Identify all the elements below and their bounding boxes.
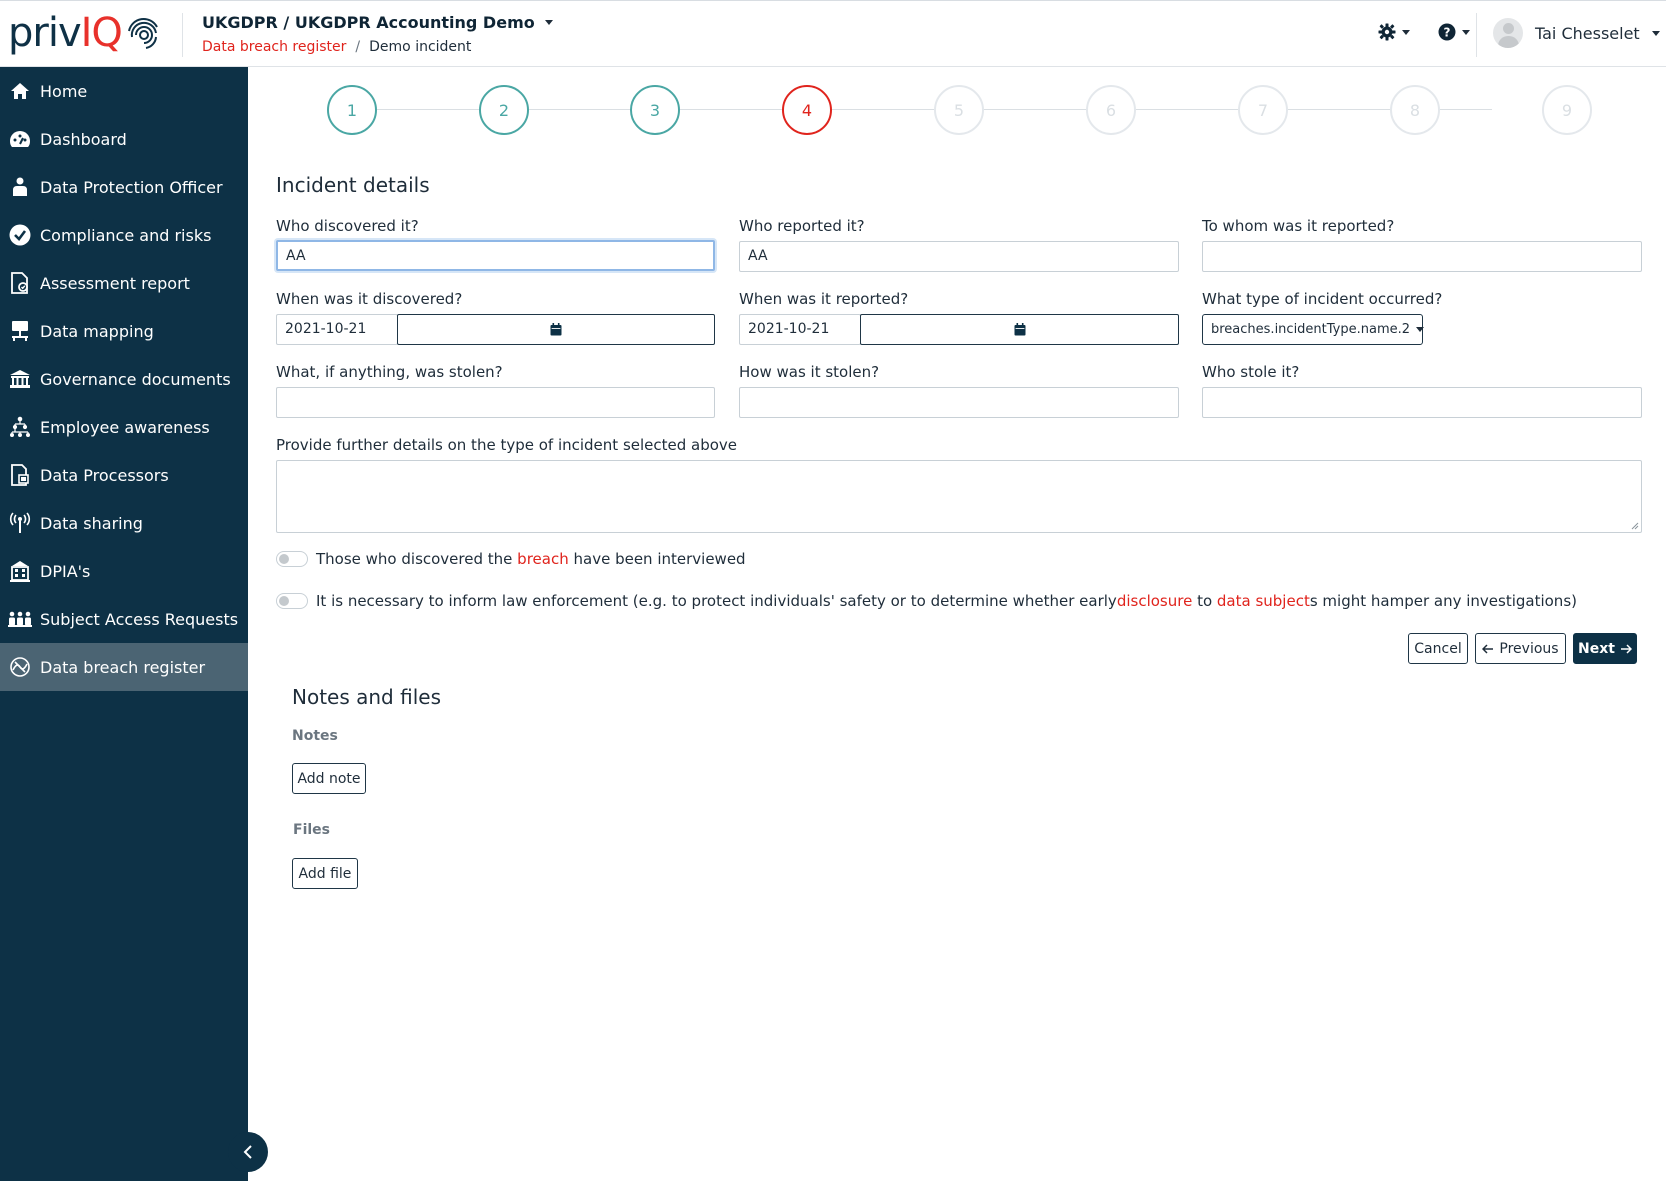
toggle-label-text: It is necessary to inform law enforcement (e.g. to protect individuals' safety or to determine whether early bbox=[316, 592, 1117, 610]
law-enforcement-toggle-row bbox=[276, 592, 1577, 610]
sidebar-item-compliance-and-risks[interactable] bbox=[0, 211, 248, 259]
sidebar-item-label: DPIA's bbox=[40, 561, 91, 581]
breadcrumb-current: Demo incident bbox=[369, 39, 472, 55]
button-label: Add file bbox=[298, 865, 352, 882]
institution-icon bbox=[8, 367, 32, 391]
question-circle-icon bbox=[1438, 23, 1456, 41]
settings-menu-button[interactable] bbox=[1378, 23, 1410, 41]
chevron-down-icon bbox=[1462, 30, 1470, 35]
svg-text:?: ? bbox=[1443, 25, 1451, 40]
step-number: 2 bbox=[498, 100, 510, 120]
sidebar-item-label: Subject Access Requests bbox=[40, 609, 239, 629]
date-picker-button[interactable] bbox=[397, 314, 715, 345]
incident-type-select[interactable] bbox=[1202, 314, 1423, 345]
step-4[interactable] bbox=[782, 85, 832, 135]
organisation-selector[interactable] bbox=[202, 13, 553, 32]
section-title: Incident details bbox=[276, 173, 430, 197]
step-number: 9 bbox=[1561, 100, 1573, 120]
step-2[interactable] bbox=[479, 85, 529, 135]
sidebar-item-label: Data breach register bbox=[40, 657, 206, 677]
chevron-down-icon bbox=[545, 20, 553, 25]
chevron-down-icon bbox=[1402, 30, 1410, 35]
who-stole-label: Who stole it? bbox=[1202, 363, 1300, 381]
step-3[interactable] bbox=[630, 85, 680, 135]
main-content bbox=[248, 67, 1666, 1181]
step-9[interactable] bbox=[1542, 85, 1592, 135]
sidebar-item-data-protection-officer[interactable] bbox=[0, 163, 248, 211]
incident-type-label: What type of incident occurred? bbox=[1202, 290, 1443, 308]
chevron-down-icon bbox=[1416, 327, 1424, 332]
dashboard-icon bbox=[8, 127, 32, 151]
files-heading: Files bbox=[293, 822, 330, 838]
previous-button[interactable] bbox=[1475, 633, 1566, 664]
next-button[interactable] bbox=[1573, 633, 1637, 664]
step-number: 7 bbox=[1257, 100, 1269, 120]
data-mapping-icon bbox=[8, 319, 32, 343]
step-7[interactable] bbox=[1238, 85, 1288, 135]
step-number: 3 bbox=[649, 100, 661, 120]
step-5[interactable] bbox=[934, 85, 984, 135]
sidebar-item-data-processors[interactable] bbox=[0, 451, 248, 499]
organisation-title: UKGDPR / UKGDPR Accounting Demo bbox=[202, 13, 535, 32]
sidebar-item-dpias[interactable] bbox=[0, 547, 248, 595]
step-number: 8 bbox=[1409, 100, 1421, 120]
calendar-icon bbox=[550, 323, 562, 336]
glossary-term-link[interactable]: disclosure bbox=[1116, 592, 1193, 610]
people-icon bbox=[8, 607, 32, 631]
sidebar-item-label: Governance documents bbox=[40, 369, 231, 389]
sidebar-item-dashboard[interactable] bbox=[0, 115, 248, 163]
what-stolen-input[interactable] bbox=[276, 387, 715, 418]
processor-icon bbox=[8, 463, 32, 487]
step-number: 6 bbox=[1105, 100, 1117, 120]
sidebar-item-label: Data Protection Officer bbox=[40, 177, 223, 197]
sidebar-item-data-sharing[interactable] bbox=[0, 499, 248, 547]
resize-handle-icon[interactable] bbox=[1631, 522, 1639, 530]
add-file-button[interactable] bbox=[292, 858, 358, 889]
sidebar-item-data-breach-register[interactable] bbox=[0, 643, 248, 691]
user-menu[interactable] bbox=[1493, 18, 1660, 48]
button-label: Cancel bbox=[1414, 640, 1462, 657]
calendar-icon bbox=[1014, 323, 1026, 336]
toggle-label-text: s might hamper any investigations) bbox=[1309, 592, 1577, 610]
gear-icon bbox=[1378, 23, 1396, 41]
sidebar-item-subject-access-requests[interactable] bbox=[0, 595, 248, 643]
who-discovered-input[interactable]: AA bbox=[276, 240, 715, 271]
glossary-term-link[interactable]: breach bbox=[517, 550, 569, 568]
arrow-left-icon bbox=[1482, 644, 1494, 654]
sidebar-item-employee-awareness[interactable] bbox=[0, 403, 248, 451]
interviewed-toggle-row bbox=[276, 550, 746, 568]
sidebar-item-label: Compliance and risks bbox=[40, 225, 212, 245]
arrow-right-icon bbox=[1620, 644, 1632, 654]
sidebar-item-assessment-report[interactable] bbox=[0, 259, 248, 307]
broadcast-icon bbox=[8, 511, 32, 535]
button-label: Next bbox=[1578, 640, 1615, 657]
sidebar-item-governance-documents[interactable] bbox=[0, 355, 248, 403]
logo-text-priv: priv bbox=[8, 10, 81, 56]
help-menu-button[interactable] bbox=[1438, 23, 1470, 41]
sidebar-item-label: Dashboard bbox=[40, 129, 127, 149]
sidebar-item-label: Home bbox=[40, 81, 88, 101]
progress-stepper bbox=[248, 67, 1666, 157]
who-reported-input[interactable]: AA bbox=[739, 241, 1179, 272]
person-icon bbox=[8, 175, 32, 199]
button-label: Previous bbox=[1499, 640, 1559, 657]
who-reported-label: Who reported it? bbox=[739, 217, 865, 235]
glossary-term-link[interactable]: data subject bbox=[1216, 592, 1310, 610]
further-details-label: Provide further details on the type of incident selected above bbox=[276, 436, 738, 454]
cancel-button[interactable] bbox=[1408, 633, 1468, 664]
how-stolen-input[interactable] bbox=[739, 387, 1179, 418]
top-header bbox=[0, 0, 1666, 67]
breadcrumb-parent-link[interactable]: Data breach register bbox=[202, 39, 347, 55]
when-reported-label: When was it reported? bbox=[739, 290, 909, 308]
user-name: Tai Chesselet bbox=[1535, 23, 1640, 43]
report-icon bbox=[8, 271, 32, 295]
who-discovered-label: Who discovered it? bbox=[276, 217, 419, 235]
sidebar-item-label: Employee awareness bbox=[40, 417, 210, 437]
header-divider bbox=[1476, 13, 1477, 57]
when-reported-input[interactable]: 2021-10-21 bbox=[739, 314, 861, 345]
check-circle-icon bbox=[8, 223, 32, 247]
priviq-logo[interactable] bbox=[8, 11, 162, 55]
step-6[interactable] bbox=[1086, 85, 1136, 135]
further-details-textarea[interactable] bbox=[276, 460, 1642, 533]
chevron-down-icon bbox=[1652, 31, 1660, 36]
reported-to-input[interactable] bbox=[1202, 241, 1642, 272]
breach-icon bbox=[8, 655, 32, 679]
incident-type-value: breaches.incidentType.name.2 bbox=[1211, 322, 1411, 337]
header-divider bbox=[182, 13, 183, 57]
step-number: 5 bbox=[953, 100, 965, 120]
notes-files-title: Notes and files bbox=[292, 685, 441, 709]
law-enforcement-toggle[interactable] bbox=[276, 593, 308, 609]
step-number: 1 bbox=[346, 100, 358, 120]
button-label: Add note bbox=[297, 770, 361, 787]
breadcrumb bbox=[202, 39, 471, 55]
sidebar-item-label: Assessment report bbox=[40, 273, 190, 293]
building-icon bbox=[8, 559, 32, 583]
sidebar-item-home[interactable] bbox=[0, 67, 248, 115]
date-picker-button[interactable] bbox=[860, 314, 1179, 345]
interviewed-toggle[interactable] bbox=[276, 551, 308, 567]
sidebar-item-label: Data sharing bbox=[40, 513, 143, 533]
sidebar bbox=[0, 67, 248, 1181]
notes-heading: Notes bbox=[292, 728, 338, 744]
sidebar-item-label: Data Processors bbox=[40, 465, 169, 485]
how-stolen-label: How was it stolen? bbox=[739, 363, 880, 381]
toggle-label-text: to bbox=[1192, 592, 1217, 610]
reported-to-label: To whom was it reported? bbox=[1202, 217, 1395, 235]
fingerprint-icon bbox=[126, 17, 162, 53]
avatar bbox=[1493, 18, 1523, 48]
toggle-label-text: have been interviewed bbox=[573, 550, 746, 568]
hierarchy-icon bbox=[8, 415, 32, 439]
header-tools bbox=[1378, 23, 1470, 41]
home-icon bbox=[8, 79, 32, 103]
who-stole-input[interactable] bbox=[1202, 387, 1642, 418]
step-number: 4 bbox=[801, 100, 813, 120]
when-discovered-input[interactable]: 2021-10-21 bbox=[276, 314, 398, 345]
when-discovered-label: When was it discovered? bbox=[276, 290, 463, 308]
toggle-label-text: Those who discovered the bbox=[316, 550, 513, 568]
step-1[interactable] bbox=[327, 85, 377, 135]
what-stolen-label: What, if anything, was stolen? bbox=[276, 363, 503, 381]
sidebar-item-data-mapping[interactable] bbox=[0, 307, 248, 355]
breadcrumb-separator: / bbox=[355, 39, 361, 55]
add-note-button[interactable] bbox=[292, 763, 366, 794]
logo-text-iq: IQ bbox=[80, 10, 122, 56]
step-8[interactable] bbox=[1390, 85, 1440, 135]
sidebar-item-label: Data mapping bbox=[40, 321, 154, 341]
